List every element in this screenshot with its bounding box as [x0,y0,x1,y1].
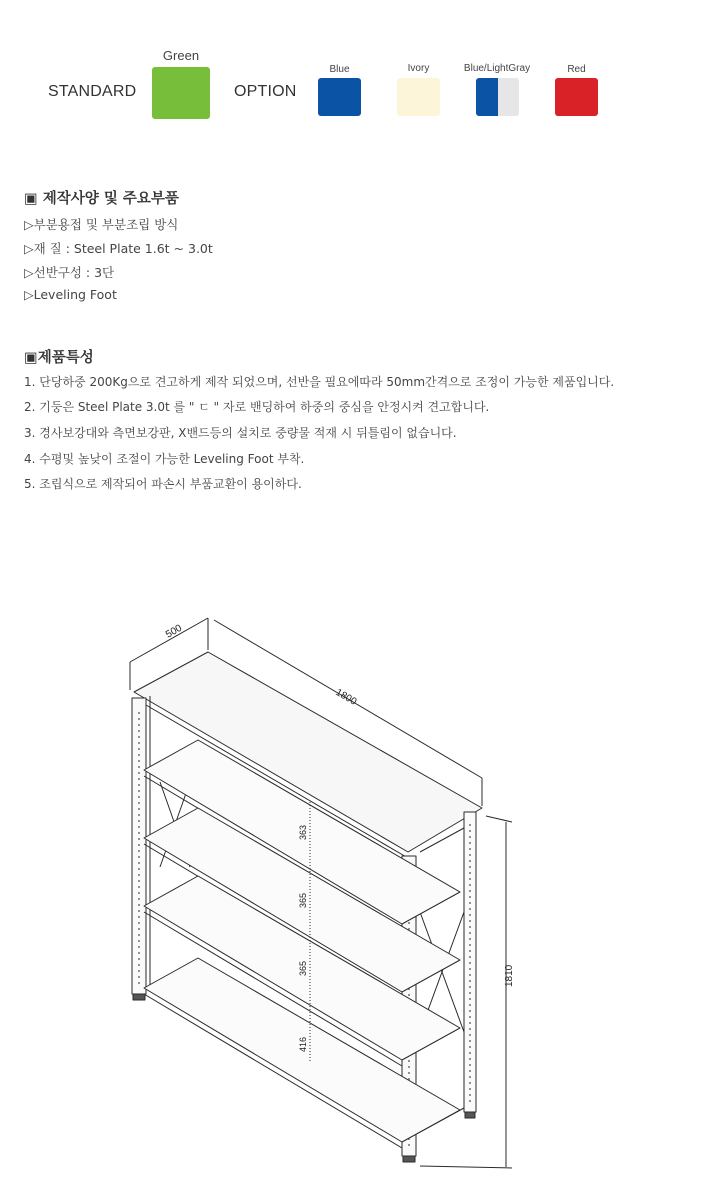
dim-depth-label: 500 [164,622,184,641]
dim-gap1-label: 363 [298,824,308,840]
swatch-blue-lightgray[interactable] [476,78,519,116]
swatch-caption-ivory: Ivory [407,63,430,74]
height-dim-ext-bottom [420,1166,512,1168]
features-title: ▣제품특성 [24,350,94,366]
shelf-diagram [120,612,530,1172]
height-dim-ext-top [486,816,512,822]
dim-gap2-label: 365 [298,892,308,908]
spec-item: ▷선반구성 : 3단 [24,265,115,280]
spec-item: ▷재 질 : Steel Plate 1.6t ~ 3.0t [24,241,213,256]
swatch-red[interactable] [555,78,598,116]
swatch-caption-blue: Blue [329,64,350,75]
dim-gap4-label: 416 [298,1036,308,1052]
spec-item: ▷Leveling Foot [24,287,117,302]
spec-item: ▷부분용접 및 부분조립 방식 [24,217,179,232]
dim-width-label: 1800 [333,687,359,708]
spec-title: ▣ 제작사양 및 주요부품 [24,191,179,207]
feature-item: 3. 경사보강대와 측면보강판, X밴드등의 설치로 중량물 적재 시 뒤틀림이 없습니다. [24,426,457,440]
swatch-half-lightgray [498,78,519,116]
feature-item: 1. 단당하중 200Kg으로 견고하게 제작 되었으며, 선반을 필요에따라 50mm간격으로 조정이 가능한 제품입니다. [24,375,615,389]
swatch-ivory[interactable] [397,78,440,116]
feature-item: 2. 기둥은 Steel Plate 3.0t 를 " ㄷ " 자로 밴딩하여 하중의 중심을 안정시켜 견고합니다. [24,400,490,414]
swatch-blue[interactable] [318,78,361,116]
swatch-caption-red: Red [567,64,586,75]
swatch-half-blue [476,78,498,116]
foot-left [133,994,145,1000]
swatch-caption-blue-lightgray: Blue/LightGray [463,63,531,74]
feature-item: 4. 수평및 높낮이 조절이 가능한 Leveling Foot 부착. [24,452,305,466]
swatch-caption-green: Green [162,48,200,63]
foot-right-rear [465,1112,475,1118]
foot-right-front [403,1156,415,1162]
option-label: OPTION [234,83,297,100]
swatch-green[interactable] [152,67,210,119]
standard-label: STANDARD [48,83,137,100]
feature-item: 5. 조립식으로 제작되어 파손시 부품교환이 용이하다. [24,477,302,491]
dim-height-label: 1810 [504,964,515,987]
dim-gap3-label: 365 [298,960,308,976]
